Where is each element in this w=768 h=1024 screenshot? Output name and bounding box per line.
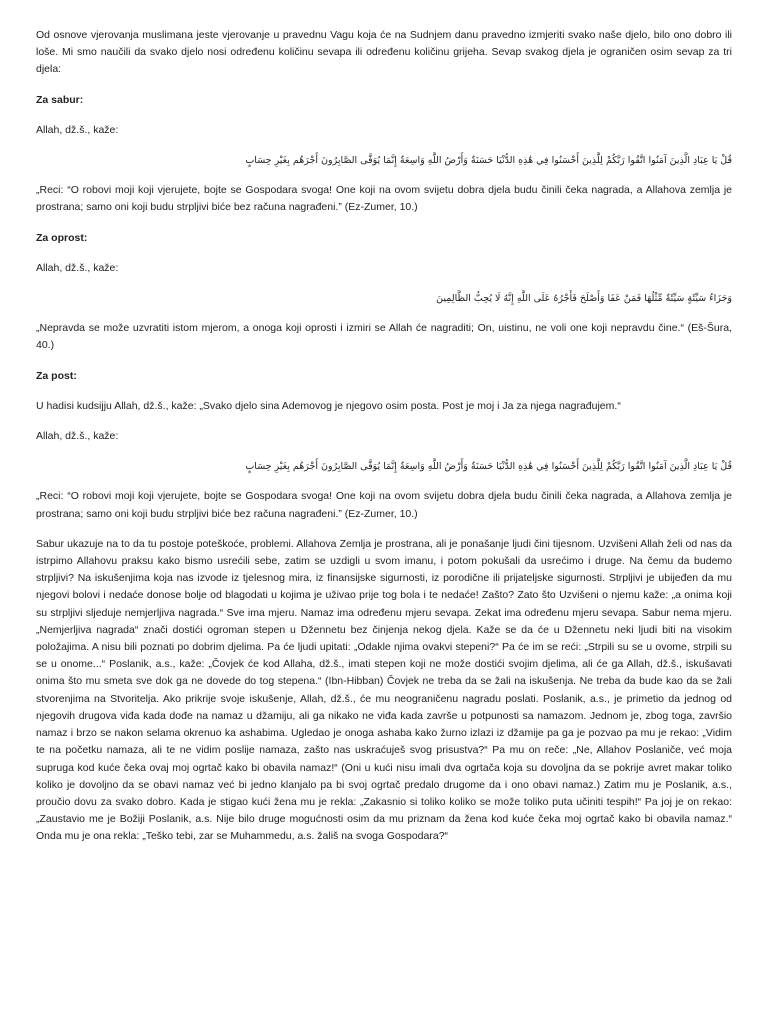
arabic-verse-sabur: قُلْ يَا عِبَادِ الَّذِينَ آمَنُوا اتَّقُوا رَبَّكُمْ لِلَّذِينَ أَحْسَنُوا فِي هَٰذِهِ الدُّنْيَا حَسَنَةٌ وَأَرْضُ اللَّهِ وَاسِعَةٌ إِنَّمَا يُوَفَّى الصَّابِرُونَ أَجْرَهُم بِغَيْرِ حِسَابٍ <box>245 155 732 167</box>
quote-lead-oprost: Allah, dž.š., kaže: <box>36 261 119 274</box>
hadith-qudsi-post: U hadisi kudsijju Allah, dž.š., kaže: „Svako djelo sina Ademovog je njegovo osim posta. Post je moj i Ja za njega nagrađujem.“ <box>36 399 621 412</box>
arabic-verse-post: قُلْ يَا عِبَادِ الَّذِينَ آمَنُوا اتَّقُوا رَبَّكُمْ لِلَّذِينَ أَحْسَنُوا فِي هَٰذِهِ الدُّنْيَا حَسَنَةٌ وَأَرْضُ اللَّهِ وَاسِعَةٌ إِنَّمَا يُوَفَّى الصَّابِرُونَ أَجْرَهُم بِغَيْرِ حِسَابٍ <box>245 461 732 473</box>
heading-sabur: Za sabur: <box>36 93 84 106</box>
body-paragraph: Sabur ukazuje na to da tu postoje poteškoće, problemi. Allahova Zemlja je prostrana, ali je ponašanje ljudi čini tijesnom. Uzvišeni Allah želi od nas da istrpimo Allahovu praksu kako bismo usrećili sebe, zatim se uzdigli u svom imanu, i potom pokušali da usrećimo i druge. Na čemu da budemo strpljivi? Na iskušenjima koja nas izvode iz tjelesnog mira, iz finansijske sigurnosti, iz porodične ili prijateljske sigurnosti. Strpljivi je ubijeđen da mu njegovi bolovi i nedaće donose bolje od blagodati u kojima je uživao prije tog bola i te nedaće! Zašto? Zato što Uzvišeni o njemu kaže: „a onima koji su strpljivi sljeduje nemjerljiva nagrada.“ Sve ima mjeru. Namaz ima određenu mjeru sevapa. Zekat ima određenu mjeru sevapa. Sabur nema mjeru. „Nemjerljiva nagrada“ znači dostići ogroman stepen u Džennetu bez činjenja nekog djela. Kaže se da će u Džennetu neki ljudi biti na visokim položajima. A nisu bili poznati po dobrim djelima. Pa će ljudi upitati: „Odakle njima ovakvi stepeni?“ Pa će im se reći: „Strpili su se u ovome, strpili su se u onome...“ Poslanik, a.s., kaže: „Čovjek će kod Allaha, dž.š., imati stepen koji ne može dostići svojim djelima, ali će ga Allah, dž.š., iskušavati onima što mu smeta sve dok ga ne dovede do tog stepena.“ (Ibn-Hibban) Čovjek ne treba da se žali na iskušenja. Ne treba da bude kao da se žali stvorenjima na Stvoritelja. Ako prikrije svoje iskušenje, Allah, dž.š., će mu neograničenu nagradu poslati. Poslanik, a.s., je primetio da jednog od njegovih drugova viđa kada dođe na namaz u džamiju, ali ga nikako ne viđa kada završe u potpunosti sa namazom. Jednom je, zbog toga, završio namaz i brzo se nakon selama okrenuo ka ashabima. Ugledao je onoga ashaba kako žurno izlazi iz džamije pa ga je pozvao pa mu je rekao: „Vidim te na početku namaza, ali te ne vidim poslije namaza, zašto nas uskraćuješ svog prisustva?“ Pa mu on reče: „Ne, Allahov Poslaniče, već moja supruga kod kuće čeka ovaj moj ogrtač kako bi obavila namaz!“ (Oni u kući nisu imali dva ogrtača koja su dovoljna da se pokrije avret makar toliko koliko je dovoljno da se obavi namaz već bi jedno klanjalo pa bi svoj ogrtač predalo drugome da i ono obavi namaz.) Zatim mu je Poslanik, a.s., proučio dovu za svako dobro. Kada je stigao kući žena mu je rekla: „Zakasnio si toliko koliko se može toliko puta učiniti tespih!“ Pa joj je on rekao: „Zaustavio me je Božiji Poslanik, a.s. Nije bilo druge mogućnosti osim da mu priznam da žena kod kuće čeka moj ogrtač kako bi obavila namaz.“ Onda mu je ona rekla: „Teško tebi, zar se Muhammedu, a.s. žališ na svoga Gospodara?“ <box>36 537 732 843</box>
quote-lead-sabur: Allah, dž.š., kaže: <box>36 123 119 136</box>
heading-post: Za post: <box>36 369 77 382</box>
translation-post: „Reci: “O robovi moji koji vjerujete, bojte se Gospodara svoga! One koji na ovom svijetu dobra djela budu činili čeka nagrada, a Allahova zemlja je prostrana; samo oni koji budu strpljivi biće bez računa nagrađeni.” (Ez-Zumer, 10.) <box>36 490 732 520</box>
intro-paragraph: Od osnove vjerovanja muslimana jeste vjerovanje u pravednu Vagu koja će na Sudnjem danu pravedno izmjeriti svako naše djelo, bilo ono dobro ili loše. Mi smo naučili da svako djelo nosi određenu količinu sevapa ili određenu količinu grijeha. Sevap svakog djela je ograničen osim sevap za tri djela: <box>36 29 732 76</box>
arabic-verse-oprost: وَجَزَاءُ سَيِّئَةٍ سَيِّئَةٌ مِّثْلُهَا فَمَنْ عَفَا وَأَصْلَحَ فَأَجْرُهُ عَلَى اللَّهِ إِنَّهُ لَا يُحِبُّ الظَّالِمِينَ <box>436 293 732 305</box>
translation-sabur: „Reci: “O robovi moji koji vjerujete, bojte se Gospodara svoga! One koji na ovom svijetu dobra djela budu činili čeka nagrada, a Allahova zemlja je prostrana; samo oni koji budu strpljivi biće bez računa nagrađeni.” (Ez-Zumer, 10.) <box>36 184 732 214</box>
quote-lead-post: Allah, dž.š., kaže: <box>36 430 119 443</box>
heading-oprost: Za oprost: <box>36 231 88 244</box>
translation-oprost: „Nepravda se može uzvratiti istom mjerom, a onoga koji oprosti i izmiri se Allah će nagraditi; On, uistinu, ne voli one koji nepravdu čine.“ (Eš-Šura, 40.) <box>36 322 732 352</box>
